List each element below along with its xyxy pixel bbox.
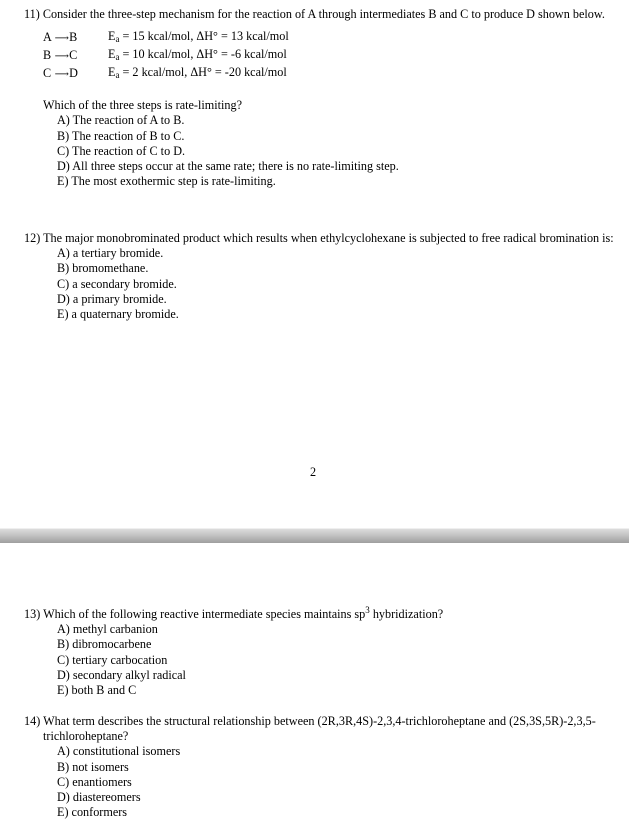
answer-choice[interactable]: C) a secondary bromide. <box>57 276 177 291</box>
step-from: A <box>43 30 52 45</box>
answer-choices <box>57 622 614 698</box>
question-stem: The major monobrominated product which results when ethylcyclohexane is subjected to free radical bromination is: <box>43 231 614 245</box>
answer-choice[interactable]: C) The reaction of C to D. <box>57 143 186 158</box>
question-13-stem-line <box>24 603 614 622</box>
step-dh: -6 kcal/mol <box>230 47 287 62</box>
step-to: B <box>69 30 78 45</box>
question-14 <box>24 714 614 820</box>
answer-choice[interactable]: B) The reaction of B to C. <box>57 128 185 143</box>
step-reaction <box>43 66 108 82</box>
answer-choice[interactable]: E) The most exothermic step is rate-limiting. <box>57 174 276 189</box>
question-number: 12) <box>24 231 41 245</box>
stem-text: hybridization? <box>369 607 444 621</box>
answer-choice[interactable]: D) All three steps occur at the same rate; there is no rate-limiting step. <box>57 159 399 174</box>
step-energetics: $E_a = 2$ kcal/mol, ΔH° = -20 kcal/mol <box>108 65 287 81</box>
answer-choices <box>57 744 614 820</box>
answer-choice[interactable]: B) not isomers <box>57 759 129 774</box>
mechanism-step <box>43 29 614 47</box>
answer-choice[interactable]: E) a quaternary bromide. <box>57 307 179 322</box>
step-to: D <box>69 66 79 81</box>
step-dh: 13 kcal/mol <box>230 29 289 44</box>
answer-choice[interactable]: C) tertiary carbocation <box>57 652 168 667</box>
question-14-stem-line <box>24 714 614 744</box>
answer-choice[interactable]: D) diastereomers <box>57 790 141 805</box>
page-divider <box>0 528 629 544</box>
question-11-stem-line <box>24 7 614 22</box>
document-page-2 <box>0 543 629 833</box>
question-11 <box>24 7 614 189</box>
stem-superscript: 3 <box>365 605 370 615</box>
answer-choice[interactable]: A) a tertiary bromide. <box>57 246 164 261</box>
step-ea: 10 kcal/mol <box>132 47 191 62</box>
question-stem: Consider the three-step mechanism for the reaction of A through intermediates B and C to produce D shown below. <box>42 7 605 21</box>
question-number: 14) <box>24 714 41 728</box>
answer-choices <box>57 113 614 189</box>
question-number: 13) <box>24 607 41 621</box>
question-12-stem-line <box>24 231 614 246</box>
step-reaction <box>43 30 108 46</box>
answer-choice[interactable]: E) both B and C <box>57 683 137 698</box>
mechanism-step <box>43 65 614 83</box>
step-energetics: $E_a = 15$ kcal/mol, ΔH° = 13 kcal/mol <box>108 29 289 45</box>
answer-choice[interactable]: E) conformers <box>57 805 128 820</box>
sub-question: Which of the three steps is rate-limiting? <box>43 98 242 113</box>
answer-choice[interactable]: C) enantiomers <box>57 774 132 789</box>
answer-choice[interactable]: D) secondary alkyl radical <box>57 667 186 682</box>
step-to: C <box>69 48 78 63</box>
question-12 <box>24 231 614 322</box>
question-13 <box>24 603 614 698</box>
answer-choice[interactable]: A) methyl carbanion <box>57 622 158 637</box>
page-number: 2 <box>310 465 317 479</box>
question-stem <box>43 607 443 621</box>
step-energetics: $E_a = 10$ kcal/mol, ΔH° = -6 kcal/mol <box>108 47 287 63</box>
answer-choice[interactable]: D) a primary bromide. <box>57 291 167 306</box>
step-ea: 2 kcal/mol <box>132 65 185 80</box>
question-stem: What term describes the structural relationship between (2R,3R,4S)-2,3,4-trichloroheptane and (2S,3S,5R)-2,3,5-trichloroheptane? <box>43 714 596 744</box>
stem-text: Which of the following reactive intermediate species maintains sp <box>43 607 366 621</box>
step-ea: 15 kcal/mol <box>132 29 191 44</box>
mechanism-steps <box>43 29 614 83</box>
mechanism-step <box>43 47 614 65</box>
right-arrow-icon: ⟶ <box>54 33 70 45</box>
step-from: B <box>43 48 52 63</box>
step-from: C <box>43 66 52 81</box>
right-arrow-icon: ⟶ <box>54 51 70 63</box>
answer-choice[interactable]: A) constitutional isomers <box>57 744 181 759</box>
answer-choice[interactable]: B) bromomethane. <box>57 261 149 276</box>
question-number: 11) <box>24 7 40 21</box>
step-reaction <box>43 48 108 64</box>
step-dh: -20 kcal/mol <box>224 65 287 80</box>
right-arrow-icon: ⟶ <box>54 69 70 81</box>
answer-choices <box>57 246 614 322</box>
answer-choice[interactable]: A) The reaction of A to B. <box>57 113 185 128</box>
answer-choice[interactable]: B) dibromocarbene <box>57 637 152 652</box>
